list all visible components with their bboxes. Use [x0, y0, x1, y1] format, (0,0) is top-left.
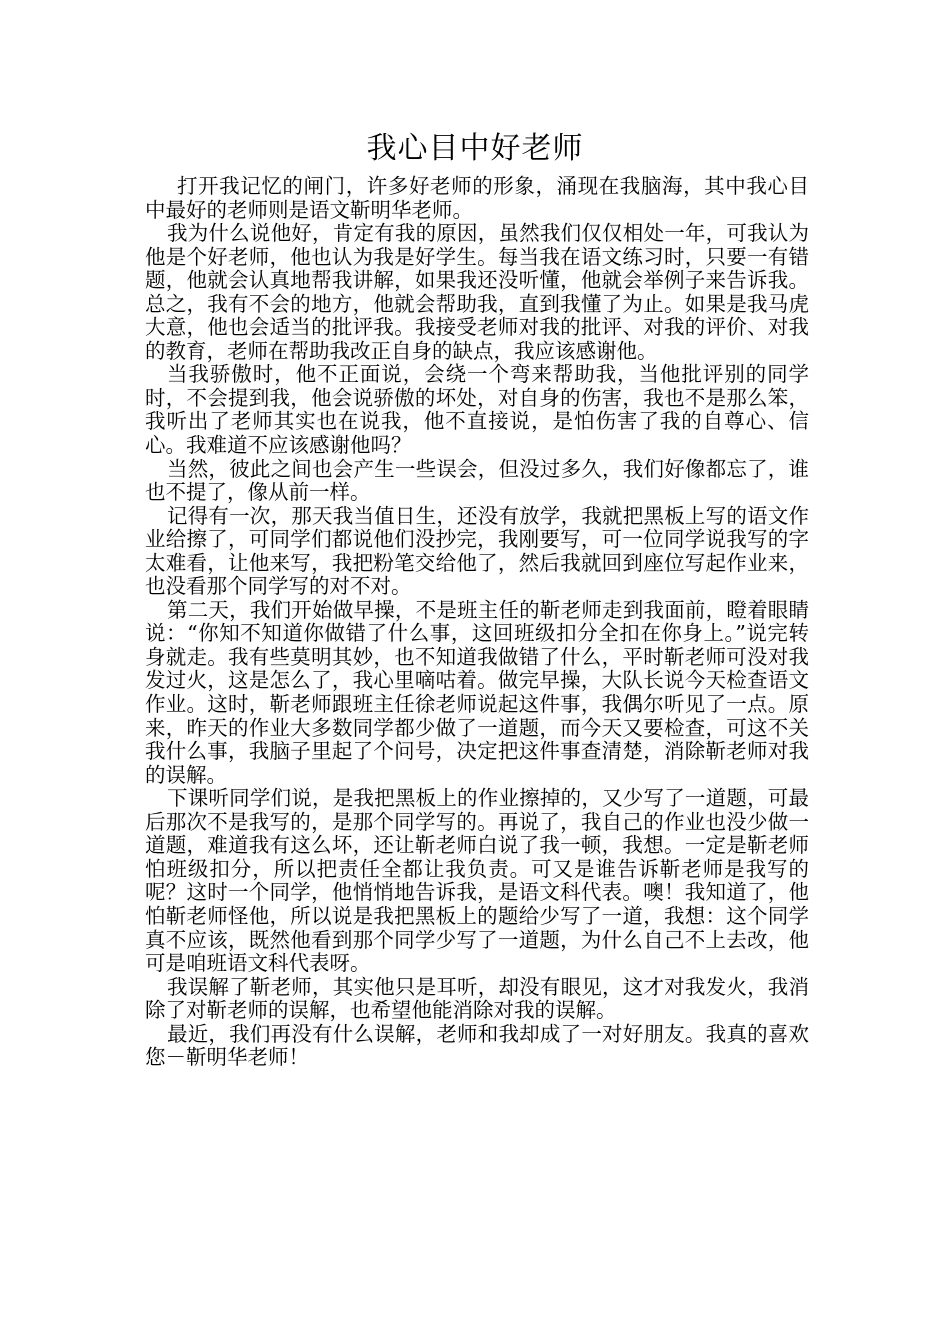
paragraph: 第二天，我们开始做早操，不是班主任的靳老师走到我面前，瞪着眼睛说：“你知不知道你做错了什么事，这回班级扣分全扣在你身上。”说完转身就走。我有些莫明其妙，也不知道我做错了什么，平时靳老师可没对我发过火，这是怎么了，我心里嘀咕着。做完早操，大队长说今天检查语文作业。这时，靳老师跟班主任徐老师说起这件事，我偶尔听见了一点。原来，昨天的作业大多数同学都少做了一道题，而今天又要检查，可这不关我什么事，我脑子里起了个问号，决定把这件事查清楚，消除靳老师对我的误解。: [145, 597, 809, 787]
document-title: 我心目中好老师: [366, 131, 584, 166]
paragraph: 最近，我们再没有什么误解，老师和我却成了一对好朋友。我真的喜欢您－靳明华老师！: [145, 1021, 809, 1070]
paragraph: 我为什么说他好，肯定有我的原因，虽然我们仅仅相处一年，可我认为他是个好老师，他也认为我是好学生。每当我在语文练习时，只要一有错题，他就会认真地帮我讲解，如果我还没听懂，他就会举例子来告诉我。总之，我有不会的地方，他就会帮助我，直到我懂了为止。如果是我马虎大意，他也会适当的批评我。我接受老师对我的批评、对我的评价、对我的教育，老师在帮助我改正自身的缺点，我应该感谢他。: [145, 221, 809, 363]
document-body: [145, 175, 809, 1070]
paragraph: 打开我记忆的闸门，许多好老师的形象，涌现在我脑海，其中我心目中最好的老师则是语文靳明华老师。: [145, 174, 809, 222]
paragraph: 当然，彼此之间也会产生一些误会，但没过多久，我们好像都忘了，谁也不提了，像从前一样。: [145, 456, 809, 505]
paragraph: 当我骄傲时，他不正面说，会绕一个弯来帮助我，当他批评别的同学时，不会提到我，他会说骄傲的坏处，对自身的伤害，我也不是那么笨，我听出了老师其实也在说我，他不直接说，是怕伤害了我的自尊心、信心。我难道不应该感谢他吗？: [145, 362, 809, 458]
paragraph: 下课听同学们说，是我把黑板上的作业擦掉的，又少写了一道题，可最后那次不是我写的，是那个同学写的。再说了，我自己的作业也没少做一道题，难道我有这么坏，还让靳老师白说了我一顿，我想。一定是靳老师怕班级扣分，所以把责任全都让我负责。可又是谁告诉靳老师是我写的呢？这时一个同学，他悄悄地告诉我，是语文科代表。噢！我知道了，他怕靳老师怪他，所以说是我把黑板上的题给少写了一道，我想：这个同学真不应该，既然他看到那个同学少写了一道题，为什么自己不上去改，他可是咱班语文科代表呀。: [145, 786, 809, 976]
paragraph: 我误解了靳老师，其实他只是耳听，却没有眼见，这才对我发火，我消除了对靳老师的误解，也希望他能消除对我的误解。: [145, 974, 809, 1023]
paragraph: 记得有一次，那天我当值日生，还没有放学，我就把黑板上写的语文作业给擦了，可同学们都说他们没抄完，我刚要写，可一位同学说我写的字太难看，让他来写，我把粉笔交给他了，然后我就回到座位写起作业来，也没看那个同学写的对不对。: [145, 503, 809, 599]
